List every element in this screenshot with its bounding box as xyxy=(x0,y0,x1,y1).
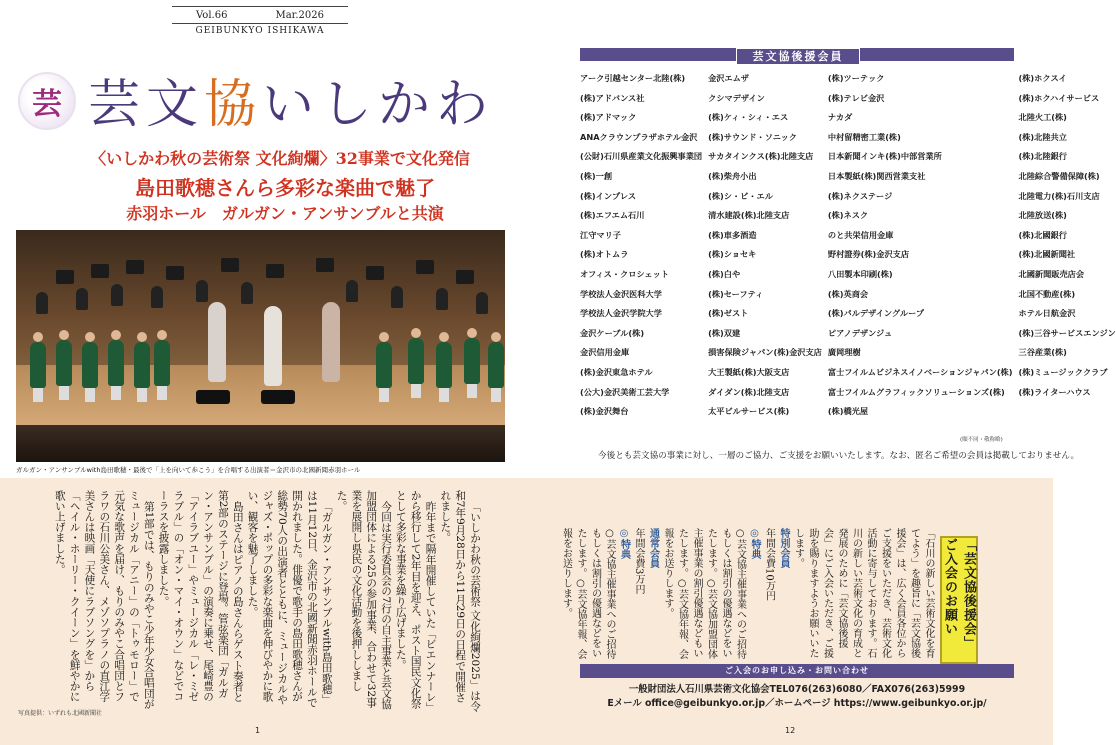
member-name: 大王製紙(株)大阪支店 xyxy=(708,366,790,377)
orchestra-player xyxy=(196,280,208,302)
choir-child xyxy=(464,338,480,384)
choir-child xyxy=(82,342,98,388)
member-name: (株)金沢舞台 xyxy=(580,406,629,417)
article-paragraph: 「ガルガン・アンサンブルwith島田歌穂」は11月12日、金沢市の北國新聞赤羽ホールで開かれました。俳優で歌手の島田歌穂さんが総勢70人の出演者とともに、ミュージカルやジャズ・ポップの多彩な楽曲を伸びやかに歌い、観客を魅了しました。 xyxy=(246,490,333,708)
member-name: (株)シ・ビ・エル xyxy=(708,190,773,201)
contact-bar: ご入会のお申し込み・お問い合わせ xyxy=(580,664,1014,678)
orchestra-player xyxy=(346,280,358,302)
member-name: オフィス・クロシェット xyxy=(580,268,669,279)
member-name: (株)柴舟小出 xyxy=(708,170,757,181)
member-name: (株)アドマック xyxy=(580,112,637,123)
members-list xyxy=(580,73,1116,417)
special-perks: ○芸文協主催事業へのご招待もしくは割引の優遇などをいたします。○芸文協加盟団体主催事業の割引優遇などもいたします。○芸文協年報、会報をお送りします。 xyxy=(662,528,746,659)
choir-child xyxy=(154,340,170,386)
orchestra-player xyxy=(391,286,403,308)
member-name: (株)ショセキ xyxy=(708,249,757,260)
join-title: 「芸文協後援会」ご入会のお願い xyxy=(940,536,978,664)
member-name: (公大)金沢美術工芸大学 xyxy=(580,386,670,397)
article-paragraph: 今回は実行委員会の7行の自主事業と芸文協加盟団体による25の参加事業、合わせて32事業を展開し県民の文化活動を後押ししました。 xyxy=(335,490,393,709)
member-name: (株)一創 xyxy=(580,170,613,181)
music-stand xyxy=(366,266,384,280)
member-name: 北陸放送(株) xyxy=(1018,210,1067,221)
stage-monitor xyxy=(196,390,230,404)
music-stand xyxy=(416,260,434,274)
member-name: (株)ネスク xyxy=(827,210,869,221)
member-name: 北陸電力(株)石川支店 xyxy=(1018,190,1100,201)
music-stand xyxy=(456,270,474,284)
logo-icon xyxy=(18,72,76,130)
subheadline-bottom: 赤羽ホール ガルガン・アンサンブルと共演 xyxy=(126,204,444,223)
member-name: (株)北陸銀行 xyxy=(1018,151,1067,162)
member-name: (株)セーフティ xyxy=(708,288,764,299)
member-name: 三谷産業(株) xyxy=(1018,347,1067,358)
member-name: (株)ネクステージ xyxy=(827,190,893,201)
page-number-left: 1 xyxy=(255,726,261,735)
special-member-heading: 特別会員 xyxy=(778,528,789,568)
member-name: (株)ケィ・シィ・エス xyxy=(708,112,789,123)
masthead-part1: 芸文協 xyxy=(88,75,263,135)
orchestra-player xyxy=(476,292,488,314)
member-name: (株)オトムラ xyxy=(580,249,629,260)
member-name: (株)アドバンス社 xyxy=(580,92,645,103)
member-name: (株)エフエム石川 xyxy=(580,210,645,221)
regular-perks: ○芸文協主催事業へのご招待もしくは割引の優遇などをいたします。○芸文協年報、会報をお送りします。 xyxy=(560,528,615,659)
member-name: (株)テレビ金沢 xyxy=(827,92,885,103)
member-name: (株)北國銀行 xyxy=(1018,229,1067,240)
regular-perks-heading: ◎特典 xyxy=(618,528,630,559)
orchestra-player xyxy=(111,284,123,306)
member-name: 北国不動産(株) xyxy=(1018,288,1076,299)
member-name: ホテル日航金沢 xyxy=(1018,308,1076,319)
photo-caption: ガルガン・アンサンブルwith島田歌穂・最後で「上を向いて歩こう」を合唱する出演者＝金沢市の北國新聞赤羽ホール xyxy=(16,466,361,474)
member-name: (株)ホクハイサービス xyxy=(1018,92,1100,103)
member-name: 北國新聞販売店会 xyxy=(1018,268,1085,279)
member-name: (株)ミュージッククラブ xyxy=(1018,366,1108,377)
member-name: 富士フイルムグラフィックソリューションズ(株) xyxy=(827,386,1005,397)
choir-child xyxy=(30,342,46,388)
member-name: ANAクラウンプラザホテル金沢 xyxy=(580,131,698,142)
member-name: (株)サウンド・ソニック xyxy=(708,131,797,142)
stage-monitor xyxy=(261,390,295,404)
member-name: (株)白や xyxy=(708,268,741,279)
issue-volume: Vol.66 xyxy=(196,9,228,21)
member-name: (株)ライターハウス xyxy=(1018,386,1091,397)
issue-date: Mar.2026 xyxy=(275,9,324,21)
member-name: 江守マリ子 xyxy=(580,229,621,240)
member-name: 日本製紙(株)関西営業支社 xyxy=(827,170,926,181)
member-name: 野村證券(株)金沢支店 xyxy=(827,249,910,260)
member-name: (株)ゼスト xyxy=(708,308,749,319)
choir-child xyxy=(488,342,504,388)
member-name: (公財)石川県産業文化振興事業団 xyxy=(580,151,703,162)
choir-child xyxy=(134,342,150,388)
music-stand xyxy=(221,258,239,272)
member-name: 学校法人金沢医科大学 xyxy=(580,288,662,299)
photo-credit: 写真提供：いずれも北國新聞社 xyxy=(18,710,103,717)
choir-child xyxy=(108,340,124,386)
music-stand xyxy=(56,270,74,284)
member-name: 北陸綜合警備保障(株) xyxy=(1018,170,1100,181)
music-stand xyxy=(266,264,284,278)
orchestra-player xyxy=(151,286,163,308)
masthead-title xyxy=(88,62,494,137)
member-name: ナカダ xyxy=(827,112,853,123)
special-perks-heading: ◎特典 xyxy=(749,528,760,559)
members-thanks: 今後とも芸文協の事業に対し、一層のご協力、ご支援をお願いいたします。なお、匿名ご希望の会員は掲載しておりません。 xyxy=(598,451,1080,461)
choir-child xyxy=(408,338,424,384)
member-name: (株)三谷サービスエンジン xyxy=(1018,327,1116,338)
page-number-right: 12 xyxy=(785,726,796,735)
member-name: (株)インプレス xyxy=(580,190,637,201)
member-name: (株)双建 xyxy=(708,327,741,338)
member-name: クシマデザイン xyxy=(708,92,765,103)
member-name: (株)ホクスイ xyxy=(1018,73,1067,83)
members-note: (順不同・敬称略) xyxy=(960,437,1003,443)
regular-member-fee: 年間会費3万円 xyxy=(633,528,644,595)
member-name: 富士フイルムビジネスイノベーションジャパン(株) xyxy=(827,366,1013,377)
brand-name: GEIBUNKYO ISHIKAWA xyxy=(195,26,325,36)
contact-phone[interactable]: 一般財団法人石川県芸術文化協会TEL076(263)6080／FAX076(263)5999 xyxy=(628,684,966,695)
member-name: 金沢エムザ xyxy=(708,73,749,83)
orchestra-player xyxy=(241,282,253,304)
music-stand xyxy=(316,258,334,272)
member-name: (株)ツーテック xyxy=(827,73,885,83)
members-title: 芸文協後援会員 xyxy=(736,48,860,65)
choir-child xyxy=(436,342,452,388)
subheadline-top: 〈いしかわ秋の芸術祭 文化絢爛〉32事業で文化発信 xyxy=(90,149,470,168)
member-name xyxy=(1019,406,1116,426)
masthead-part2: いしかわ xyxy=(262,75,495,135)
member-name: 学校法人金沢学院大学 xyxy=(580,308,662,319)
member-name: 太平ビルサービス(株) xyxy=(708,406,790,417)
member-name: 金沢信用金庫 xyxy=(580,347,630,358)
singer xyxy=(322,302,340,382)
member-name: 北陸火工(株) xyxy=(1018,112,1067,123)
member-name: ピアノデザンジュ xyxy=(827,327,893,338)
logo-glyph: 芸 xyxy=(32,87,62,122)
main-headline: 島田歌穂さんら多彩な楽曲で魅了 xyxy=(135,176,435,200)
choir-child xyxy=(376,342,392,388)
music-stand xyxy=(91,264,109,278)
member-name: (株)金沢東急ホテル xyxy=(580,366,653,377)
join-body xyxy=(560,528,935,660)
member-name: のと共栄信用金庫 xyxy=(827,229,894,240)
orchestra-player xyxy=(36,292,48,314)
article-paragraph: 「いしかわ秋の芸術祭 文化絢爛2025」は令和7年9月28日から11月29日の日程で開催されました。 xyxy=(439,490,481,712)
singer xyxy=(264,306,282,386)
member-name: サカタインクス(株)北陸支店 xyxy=(708,151,814,162)
member-name: 清水建設(株)北陸支店 xyxy=(708,210,790,221)
singer xyxy=(208,302,226,382)
member-name: 日本新聞インキ(株)中部営業所 xyxy=(827,151,942,162)
member-name: (株)英商会 xyxy=(827,288,869,299)
choir-child xyxy=(56,340,72,386)
member-name: 中村留精密工業(株) xyxy=(827,131,901,142)
member-name: (株)パルデザイングループ xyxy=(827,308,925,319)
member-name: ダイダン(株)北陸支店 xyxy=(708,386,790,397)
join-intro: 「石川の新しい芸術文化を育てよう」を趣旨に「芸文協後援会」は、広く会員各位からご支援をいただき、芸術文化活動に寄与しております。石川の新しい芸術文化の育成と発展のために「芸文協後援会」にご入会いただき、ご援助を賜りますようお願いいたします。 xyxy=(792,528,934,658)
member-name: アーク引越センター北陸(株) xyxy=(580,73,686,83)
music-stand xyxy=(126,260,144,274)
member-name: (株)橋光屋 xyxy=(827,406,869,417)
member-name: 損害保険ジャパン(株)金沢支店 xyxy=(708,347,822,358)
member-name: 八田製本印刷(株) xyxy=(827,268,893,279)
article-body xyxy=(42,490,482,712)
member-name: (株)北國新聞社 xyxy=(1018,249,1076,260)
member-name: (株)車多酒造 xyxy=(708,229,757,240)
issue-banner xyxy=(172,6,348,24)
contact-web[interactable]: Eメール office@geibunkyo.or.jp／ホームページ https://www.geibunkyo.or.jp/ xyxy=(607,698,987,709)
article-paragraph: 第1部では、もりのみやこ少年少女合唱団がミュージカル「アニー」の「トゥモロー」で元気な歌声を届け、もりのみやこ合唱団とフラワの石川公美さん、メゾソプラノの直江学美さんは映画「天使にラブソングを」から「ヘイル・ホーリー・クイーン」を鮮やかに歌い上げました。 xyxy=(53,490,155,709)
member-name: 廣岡理樹 xyxy=(827,347,861,358)
article-paragraph: 昨年まで隔年開催していた「ビエンナーレ」から移行して2年目を迎え、ポスト国民文化祭として多彩な事業を繰り広げました。 xyxy=(394,490,437,709)
music-stand xyxy=(166,266,184,280)
member-name: 金沢ケーブル(株) xyxy=(580,327,645,338)
orchestra-player xyxy=(436,288,448,310)
article-paragraph: 島田さんはピアノの島さんらゲスト奏者と第2部のステージに登場。管弦楽団「ガルガン・アンサンブル」の演奏に乗せ、尾崎豊の「アイラブユー」やミュージカル「レ・ミゼラブル」の「オン・マイ・オウン」などでコーラスを披露しました。 xyxy=(157,490,244,702)
audience-seats xyxy=(16,425,505,462)
regular-member-heading: 通常会員 xyxy=(647,528,659,568)
member-name: (株)北陸共立 xyxy=(1018,131,1067,142)
orchestra-player xyxy=(76,288,88,310)
concert-photo xyxy=(16,230,505,462)
special-member-fee: 年間会費10万円 xyxy=(763,528,775,601)
